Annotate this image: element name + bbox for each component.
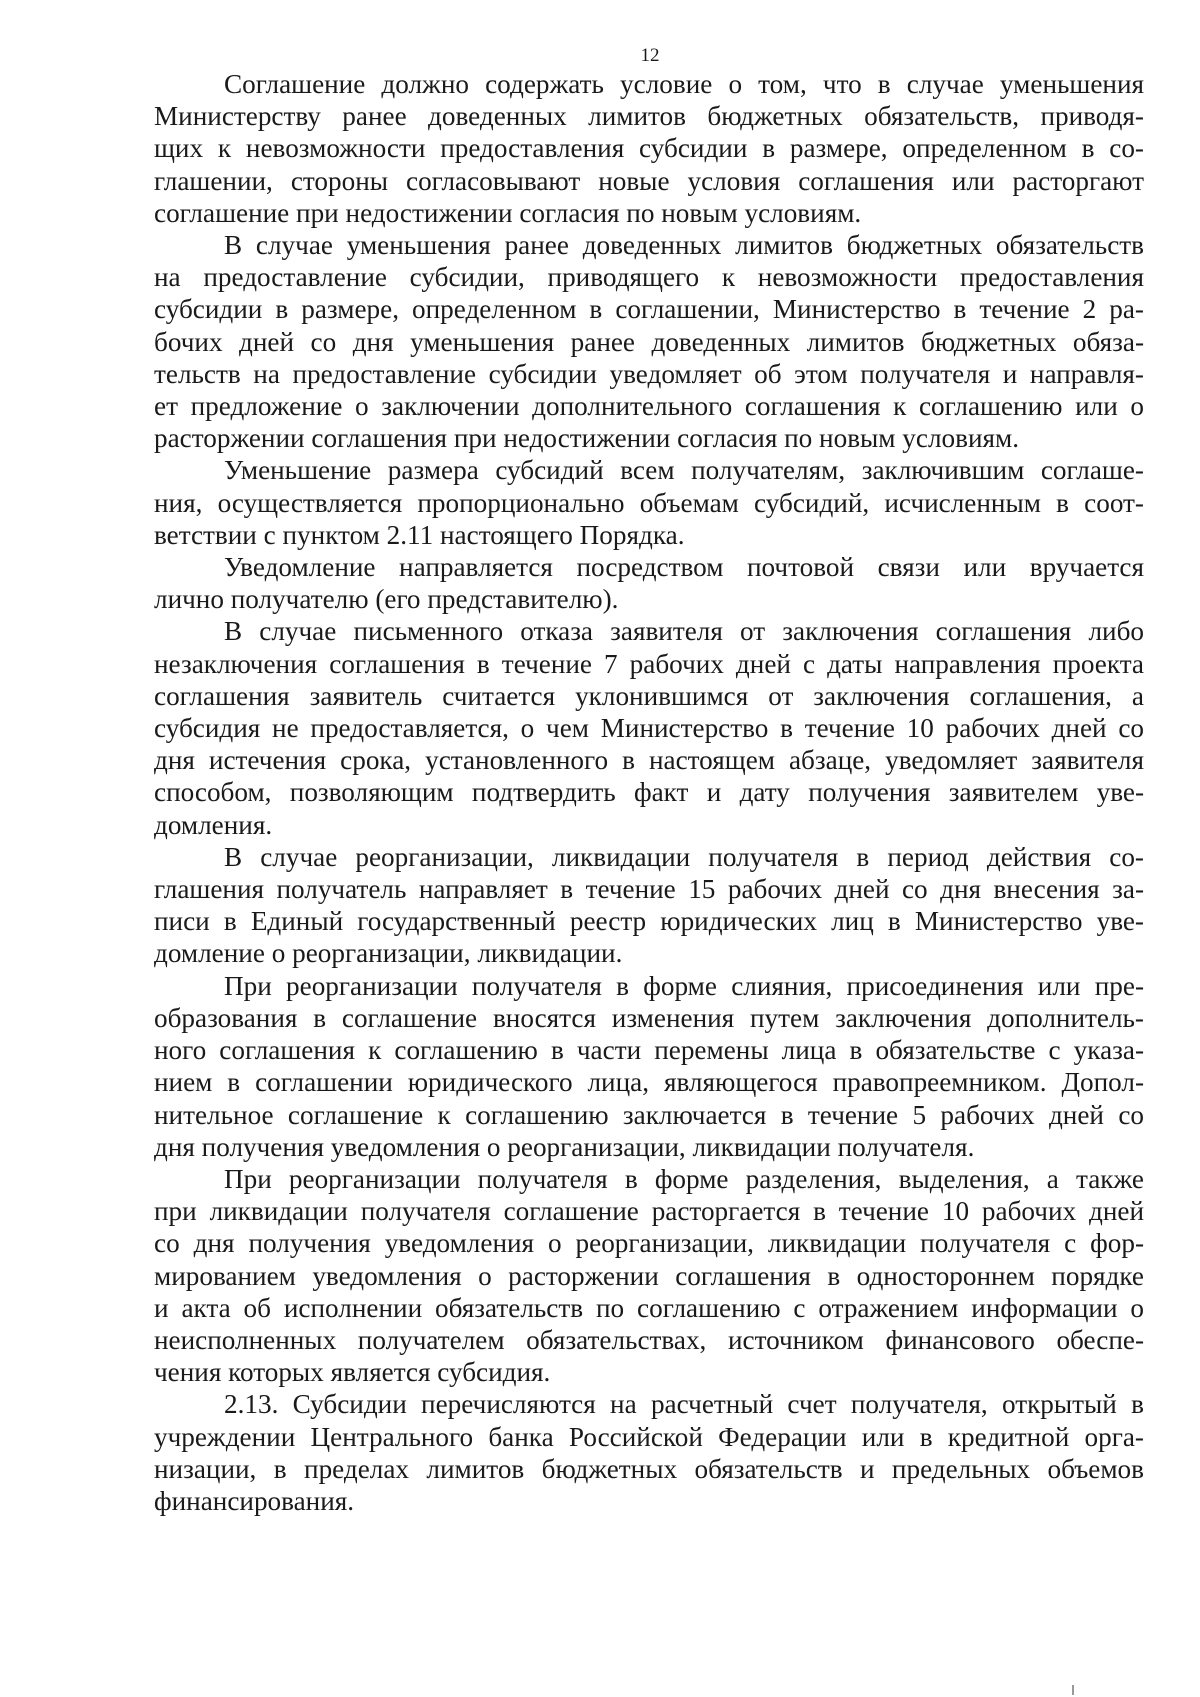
paragraph [154,1388,1144,1517]
text-line: низации, в пределах лимитов бюджетных обязательств и предельных объемов [154,1453,1144,1484]
text-line: финансирования. [154,1485,355,1516]
text-line: Уведомление направляется посредством почтовой связи или вручается [224,552,1144,583]
text-line: При реорганизации получателя в форме слияния, присоединения или пре- [224,970,1144,1001]
text-line: со дня получения уведомления о реорганизации, ликвидации получателя с фор- [154,1228,1144,1259]
paragraph [154,1163,1144,1388]
text-line: В случае уменьшения ранее доведенных лимитов бюджетных обязательств [224,230,1144,261]
scan-artifact-mark [1072,1685,1074,1695]
text-line: мированием уведомления о расторжении соглашения в одностороннем порядке [154,1260,1144,1291]
text-line: 2.13. Субсидии перечисляются на расчетный счет получателя, открытый в [224,1389,1144,1420]
text-line: ного соглашения к соглашению в части перемены лица в обязательстве с указа- [154,1035,1144,1066]
text-line: бочих дней со дня уменьшения ранее доведенных лимитов бюджетных обяза- [154,326,1144,357]
text-line: домление о реорганизации, ликвидации. [154,938,623,969]
paragraph [154,454,1144,551]
text-line: Соглашение должно содержать условие о том, что в случае уменьшения [224,69,1144,99]
text-line: чения которых является субсидия. [154,1357,551,1388]
paragraph [154,841,1144,970]
text-line: расторжении соглашения при недостижении согласия по новым условиям. [154,423,1020,454]
text-line: нительное соглашение к соглашению заключается в течение 5 рабочих дней со [154,1099,1144,1130]
text-line: Министерству ранее доведенных лимитов бюджетных обязательств, приводя- [154,101,1144,132]
text-line: образования в соглашение вносятся изменения путем заключения дополнитель- [154,1002,1144,1033]
text-line: лично получателю (его представителю). [154,584,619,615]
text-line: нием в соглашении юридического лица, являющегося правопреемником. Допол- [154,1067,1144,1098]
paragraph [154,551,1144,615]
page-number: 12 [640,45,660,66]
text-line: незаключения соглашения в течение 7 рабочих дней с даты направления проекта [154,648,1144,679]
text-line: глашении, стороны согласовывают новые условия соглашения или расторгают [154,165,1144,196]
text-line: учреждении Центрального банка Российской Федерации или в кредитной орга- [154,1421,1144,1452]
text-line: на предоставление субсидии, приводящего к невозможности предоставления [154,262,1144,293]
text-line: дня получения уведомления о реорганизации, ликвидации получателя. [154,1131,975,1162]
text-line: домления. [154,809,273,840]
paragraph [154,229,1144,454]
text-line: ветствии с пунктом 2.11 настоящего Порядка. [154,519,685,550]
text-line: соглашение при недостижении согласия по новым условиям. [154,197,862,228]
paragraph [154,970,1144,1163]
text-line: щих к невозможности предоставления субсидии в размере, определенном в со- [154,133,1144,164]
text-line: и акта об исполнении обязательств по соглашению с отражением информации о [154,1292,1144,1323]
text-line: субсидия не предоставляется, о чем Министерство в течение 10 рабочих дней со [154,713,1144,744]
text-line: дня истечения срока, установленного в настоящем абзаце, уведомляет заявителя [154,745,1144,776]
text-line: при ликвидации получателя соглашение расторгается в течение 10 рабочих дней [154,1196,1144,1227]
text-line: ет предложение о заключении дополнительного соглашения к соглашению или о [154,391,1144,422]
text-line: глашения получатель направляет в течение 15 рабочих дней со дня внесения за- [154,874,1144,905]
text-line: Уменьшение размера субсидий всем получателям, заключившим соглаше- [224,455,1144,486]
text-line: В случае письменного отказа заявителя от заключения соглашения либо [224,616,1144,647]
text-line: соглашения заявитель считается уклонившимся от заключения соглашения, а [154,680,1144,711]
paragraph [154,68,1144,229]
paragraph [154,615,1144,840]
document-body [154,68,1144,1517]
text-line: При реорганизации получателя в форме разделения, выделения, а также [224,1163,1144,1194]
text-line: тельств на предоставление субсидии уведомляет об этом получателя и направля- [154,358,1144,389]
text-line: писи в Единый государственный реестр юридических лиц в Министерство уве- [154,906,1144,937]
text-line: В случае реорганизации, ликвидации получателя в период действия со- [224,841,1144,872]
text-line: ния, осуществляется пропорционально объемам субсидий, исчисленным в соот- [154,487,1144,518]
text-line: неисполненных получателем обязательствах, источником финансового обеспе- [154,1324,1144,1355]
text-line: способом, позволяющим подтвердить факт и дату получения заявителем уве- [154,777,1144,808]
text-line: субсидии в размере, определенном в соглашении, Министерство в течение 2 ра- [154,294,1144,325]
